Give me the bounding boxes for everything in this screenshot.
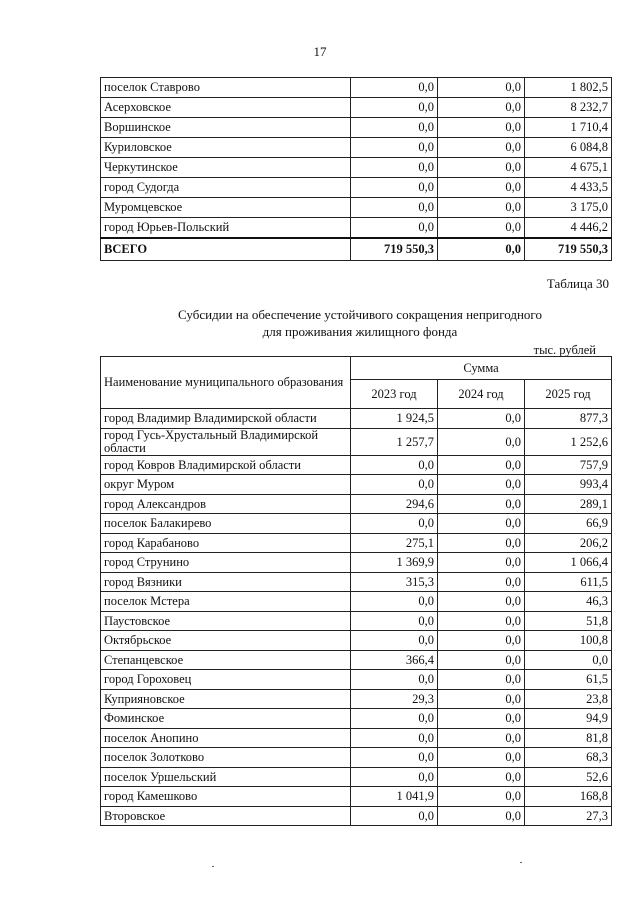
total-label: ВСЕГО	[101, 238, 351, 261]
table-title-line-1: Субсидии на обеспечение устойчивого сокращения непригодного	[178, 307, 542, 322]
cell-name: город Гусь-Хрустальный Владимирской области	[101, 428, 351, 455]
table-row	[101, 218, 612, 239]
cell-name: поселок Анопино	[101, 728, 351, 748]
continuation-table-body	[101, 78, 612, 261]
cell-2024: 0,0	[438, 533, 525, 553]
cell-2023: 0,0	[351, 78, 438, 98]
table-row	[101, 650, 612, 670]
cell-2023: 275,1	[351, 533, 438, 553]
cell-2023: 0,0	[351, 592, 438, 612]
cell-2025: 66,9	[525, 514, 612, 534]
cell-2023: 0,0	[351, 631, 438, 651]
cell-2025: 757,9	[525, 455, 612, 475]
table-row	[101, 118, 612, 138]
table-row	[101, 689, 612, 709]
cell-2025: 8 232,7	[525, 98, 612, 118]
cell-name: поселок Золотково	[101, 748, 351, 768]
cell-2024: 0,0	[438, 455, 525, 475]
header-year-2025: 2025 год	[525, 380, 612, 409]
cell-2024: 0,0	[438, 767, 525, 787]
table-title-line-2: для проживания жилищного фонда	[262, 324, 458, 339]
table-row	[101, 475, 612, 495]
table-row	[101, 178, 612, 198]
table-row	[101, 494, 612, 514]
cell-2024: 0,0	[438, 787, 525, 807]
cell-2025: 1 066,4	[525, 553, 612, 573]
cell-2023: 0,0	[351, 455, 438, 475]
cell-2023: 0,0	[351, 98, 438, 118]
cell-2024: 0,0	[438, 198, 525, 218]
table-row	[101, 553, 612, 573]
cell-2025: 94,9	[525, 709, 612, 729]
cell-2025: 1 710,4	[525, 118, 612, 138]
cell-2023: 0,0	[351, 767, 438, 787]
cell-2023: 0,0	[351, 806, 438, 826]
cell-2025: 1 802,5	[525, 78, 612, 98]
scan-mark	[520, 862, 522, 863]
cell-name: город Гороховец	[101, 670, 351, 690]
cell-2024: 0,0	[438, 98, 525, 118]
cell-2023: 0,0	[351, 514, 438, 534]
header-name-column: Наименование муниципального образования	[101, 357, 351, 409]
cell-2024: 0,0	[438, 475, 525, 495]
table-row	[101, 728, 612, 748]
cell-2024: 0,0	[438, 592, 525, 612]
table-row	[101, 631, 612, 651]
table-row	[101, 455, 612, 475]
table-row	[101, 198, 612, 218]
cell-2023: 1 257,7	[351, 428, 438, 455]
cell-name: город Камешково	[101, 787, 351, 807]
cell-name: поселок Ставрово	[101, 78, 351, 98]
cell-2024: 0,0	[438, 748, 525, 768]
cell-2024: 0,0	[438, 428, 525, 455]
cell-2023: 0,0	[351, 475, 438, 495]
cell-name: Асерховское	[101, 98, 351, 118]
scan-mark	[212, 866, 214, 867]
cell-2025: 52,6	[525, 767, 612, 787]
cell-2024: 0,0	[438, 218, 525, 239]
table-row	[101, 709, 612, 729]
cell-2025: 68,3	[525, 748, 612, 768]
cell-2024: 0,0	[438, 572, 525, 592]
cell-2025: 4 433,5	[525, 178, 612, 198]
cell-name: Куприяновское	[101, 689, 351, 709]
cell-name: город Александров	[101, 494, 351, 514]
cell-name: округ Муром	[101, 475, 351, 495]
cell-2025: 4 675,1	[525, 158, 612, 178]
cell-name: Паустовское	[101, 611, 351, 631]
table-row	[101, 806, 612, 826]
table-row	[101, 767, 612, 787]
cell-2025: 1 252,6	[525, 428, 612, 455]
cell-2025: 61,5	[525, 670, 612, 690]
cell-2025: 46,3	[525, 592, 612, 612]
cell-2023: 294,6	[351, 494, 438, 514]
cell-name: город Юрьев-Польский	[101, 218, 351, 239]
cell-2025: 3 175,0	[525, 198, 612, 218]
subsidies-table	[100, 356, 612, 826]
cell-2025: 611,5	[525, 572, 612, 592]
cell-2023: 1 369,9	[351, 553, 438, 573]
cell-2024: 0,0	[438, 178, 525, 198]
table-row	[101, 572, 612, 592]
cell-2024: 0,0	[438, 650, 525, 670]
cell-2023: 0,0	[351, 198, 438, 218]
table-row	[101, 748, 612, 768]
cell-name: город Струнино	[101, 553, 351, 573]
cell-2025: 100,8	[525, 631, 612, 651]
cell-2023: 0,0	[351, 709, 438, 729]
cell-2023: 0,0	[351, 118, 438, 138]
cell-name: Муромцевское	[101, 198, 351, 218]
cell-2024: 0,0	[438, 709, 525, 729]
cell-2023: 0,0	[351, 670, 438, 690]
table-row	[101, 428, 612, 455]
cell-2025: 6 084,8	[525, 138, 612, 158]
cell-2024: 0,0	[438, 631, 525, 651]
table-row	[101, 611, 612, 631]
table-row	[101, 533, 612, 553]
cell-2025: 206,2	[525, 533, 612, 553]
total-2023: 719 550,3	[351, 238, 438, 261]
total-row	[101, 238, 612, 261]
cell-2024: 0,0	[438, 409, 525, 429]
table-row	[101, 158, 612, 178]
cell-2024: 0,0	[438, 158, 525, 178]
table-caption: Таблица 30	[546, 276, 609, 291]
cell-2025: 23,8	[525, 689, 612, 709]
cell-2024: 0,0	[438, 689, 525, 709]
cell-name: поселок Мстера	[101, 592, 351, 612]
header-year-2023: 2023 год	[351, 380, 438, 409]
cell-2025: 289,1	[525, 494, 612, 514]
cell-name: Степанцевское	[101, 650, 351, 670]
cell-2023: 315,3	[351, 572, 438, 592]
total-2024: 0,0	[438, 238, 525, 261]
cell-name: Фоминское	[101, 709, 351, 729]
cell-2024: 0,0	[438, 494, 525, 514]
cell-2025: 993,4	[525, 475, 612, 495]
cell-2025: 877,3	[525, 409, 612, 429]
continuation-table	[100, 77, 612, 261]
cell-2025: 81,8	[525, 728, 612, 748]
cell-2025: 51,8	[525, 611, 612, 631]
cell-2024: 0,0	[438, 728, 525, 748]
cell-2023: 0,0	[351, 178, 438, 198]
cell-2024: 0,0	[438, 553, 525, 573]
cell-2023: 0,0	[351, 611, 438, 631]
table-row	[101, 514, 612, 534]
table-row	[101, 787, 612, 807]
cell-2023: 0,0	[351, 138, 438, 158]
cell-name: город Ковров Владимирской области	[101, 455, 351, 475]
cell-2025: 27,3	[525, 806, 612, 826]
table-row	[101, 592, 612, 612]
cell-2023: 366,4	[351, 650, 438, 670]
subsidies-table-header	[101, 357, 612, 409]
cell-name: поселок Балакирево	[101, 514, 351, 534]
cell-2023: 0,0	[351, 158, 438, 178]
cell-2024: 0,0	[438, 118, 525, 138]
cell-name: поселок Уршельский	[101, 767, 351, 787]
table-row	[101, 138, 612, 158]
table-row	[101, 98, 612, 118]
cell-2024: 0,0	[438, 611, 525, 631]
cell-name: город Вязники	[101, 572, 351, 592]
total-2025: 719 550,3	[525, 238, 612, 261]
cell-name: город Карабаново	[101, 533, 351, 553]
cell-2023: 0,0	[351, 218, 438, 239]
cell-2024: 0,0	[438, 78, 525, 98]
cell-name: Октябрьское	[101, 631, 351, 651]
cell-2023: 0,0	[351, 728, 438, 748]
cell-2023: 0,0	[351, 748, 438, 768]
cell-2024: 0,0	[438, 138, 525, 158]
cell-name: Куриловское	[101, 138, 351, 158]
header-year-2024: 2024 год	[438, 380, 525, 409]
cell-2023: 1 924,5	[351, 409, 438, 429]
cell-2024: 0,0	[438, 514, 525, 534]
table-row	[101, 78, 612, 98]
page-number: 17	[313, 44, 327, 59]
cell-2025: 4 446,2	[525, 218, 612, 239]
cell-2023: 1 041,9	[351, 787, 438, 807]
cell-2024: 0,0	[438, 670, 525, 690]
cell-name: город Владимир Владимирской области	[101, 409, 351, 429]
cell-2024: 0,0	[438, 806, 525, 826]
cell-name: Воршинское	[101, 118, 351, 138]
subsidies-table-body	[101, 409, 612, 826]
table-title	[150, 306, 570, 340]
cell-2025: 0,0	[525, 650, 612, 670]
table-row	[101, 409, 612, 429]
table-row	[101, 670, 612, 690]
header-sum-column: Сумма	[351, 357, 612, 380]
cell-name: Второвское	[101, 806, 351, 826]
cell-2025: 168,8	[525, 787, 612, 807]
units-label: тыс. рублей	[533, 343, 596, 357]
cell-2023: 29,3	[351, 689, 438, 709]
cell-name: Черкутинское	[101, 158, 351, 178]
cell-name: город Судогда	[101, 178, 351, 198]
